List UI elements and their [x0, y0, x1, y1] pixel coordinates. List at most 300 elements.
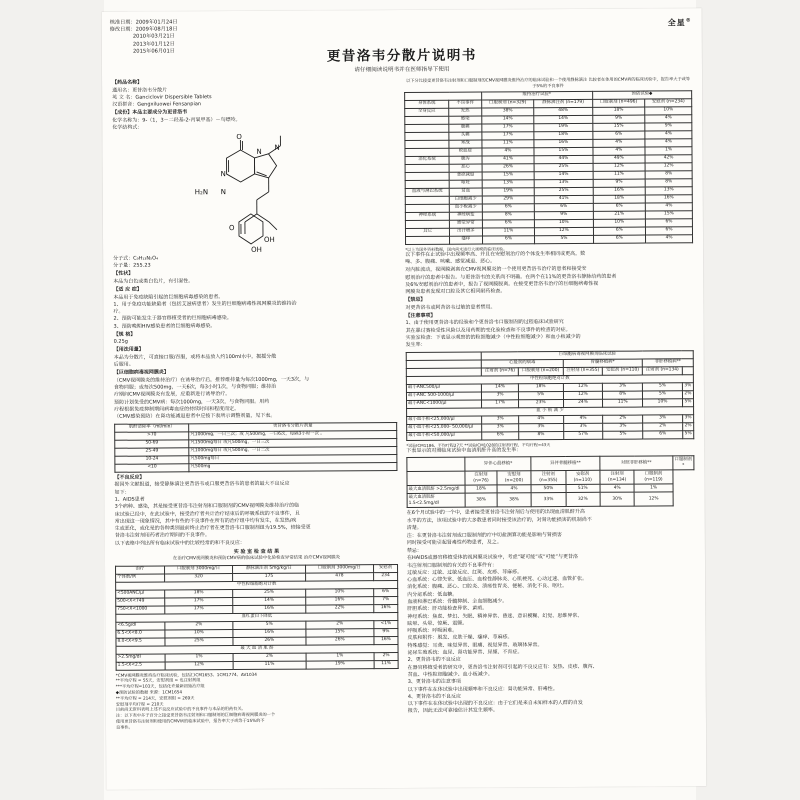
svg-text:N: N: [274, 143, 280, 152]
svg-text:N: N: [220, 187, 227, 196]
percentage-cell: 6%: [592, 131, 645, 139]
section-cmv-retinitis-title: 【巨细胞病毒视网膜炎】: [113, 369, 169, 376]
row-label-cell: 750<X<1000: [116, 606, 165, 614]
section-adverse-body: 据国外文献报道，接受静脉滴注更昔洛韦或口服更昔洛韦的患者的最大不良反应 如下： 1、AIDS患者 3个病种、感染，其是接受更昔洛韦注射剂和口服制剂的CMV视网膜炎维持治疗的临 床试验已经中，在此试验中，接受治疗者共计治疗结束后的呼吸系统的不良事件，且 常出现这一现象情况，其中有些的不良事件在所有的治疗组中均有发生，在发热/疾 生或恶化，或化是的各种类别最前终止治疗者在更昔洛韦口服制剂组为19.5%，较接受更 昔洛韦注射剂用药者治疗期间的不良事件。 以下表格中列出所有临床试验中的比较经常的和不良反应：: [114, 481, 311, 547]
creatinine-clearance-cell: 50-69: [115, 439, 189, 447]
group-header: 口服制剂*: [673, 456, 694, 470]
section-drug-name-body: 通用名：更昔洛韦分散片 英 文 名：Ganciclovir Dispersible Tablets 汉语拼音：Gengxiluowei Fensanpian: [112, 87, 212, 109]
section-header-cell: 最 大 血 清 肌 酐: [116, 644, 398, 654]
section-header-cell: 中性粒细胞绝对计数: [406, 374, 693, 384]
row-label-cell: 最小血小板<25,000- 50,000/μl: [407, 424, 482, 432]
value-cell: 17%: [165, 597, 233, 605]
adverse-event-cell: 食欲减退: [449, 172, 482, 180]
percentage-cell: 11%: [482, 227, 535, 235]
right-paragraph-6: 禁忌： 在HAIDS或器官移植受体的视网膜炎试验中，考虑“疑可能”或“可能”与更昔洛 韦注射剂口服制剂的有关的不良事件有： 过敏反应：过敏、过敏反应、红斑、皮疹、荨麻疹。 心血系统：心律失常、低血压、血栓性静脉炎、心肌梗死、心动过速、血管扩张。 消化系统：腹痛、恶心、口腔炎、溃疡性胃炎、便秘、消化不良、呕吐。 内分泌系统：低血糖。 血液和淋巴系统：骨髓抑制、全血细胞减少。 肝胆系统：肝功能检查异常、黄疸。 神经系统：焦虑、梦幻、失眠、精神异常、昏迷、意识模糊、幻觉、思维异常、 眩晕、头晕、惊厥、震颤。 呼吸系统：呼吸困难。 皮肤和附件：脱发、皮肤干燥、瘙痒、荨麻疹。 特殊感觉：耳聋、味觉异常、眼痛、视觉异常、玻璃体异常。 泌尿生殖系统：血尿、肾功能异常、尿频、不育症。 2、更昔洛韦的不良反应 在器官移植受者的研究中，更昔洛韦注射剂可引起的不良反应有：发热、皮疹、腹泻、 贫血、中性粒细胞减少、血小板减少。 3、更昔洛韦的注意事项 以下事件在在体试验中出现频率和不良反应：肾功能异常、肝毒性。 4、更昔洛韦的不良反应 以下事件在在体试验中出现的不良反应：由于它们是来自未知样本的人群的自发 报告，因此无法可靠地估计其发生频率。: [406, 547, 598, 715]
column-header: 安慰剂 (n=110): [566, 471, 600, 485]
value-cell: 22%: [305, 604, 373, 612]
percentage-cell: 3%: [682, 382, 693, 390]
value-cell: 5%: [233, 621, 306, 629]
percentage-cell: 32%: [566, 493, 600, 507]
svg-text:OH: OH: [263, 235, 275, 244]
column-header: 口服制剂 (n=496): [592, 99, 645, 107]
value-cell: 1%: [165, 653, 233, 661]
body-system-cell: [405, 220, 449, 228]
lab-abnormalities-table: [115, 564, 399, 671]
adverse-event-cell: 呕吐: [449, 180, 482, 188]
percentage-cell: 18%: [593, 195, 646, 203]
adverse-event-cell: 恶心: [449, 164, 482, 172]
right-paragraph-4: 在6个月试验中的一个中，患者接受更昔洛韦注射剂后与使用的出现血清肌酐升高 水平的方法，该项试验中的大多数患者同时接受该治疗的，对肾功能损害的机制尚不 清楚。: [406, 509, 592, 532]
group-header: 对照非肝移植**: [600, 456, 673, 470]
column-header: 注射剂 (n=134): [642, 366, 682, 374]
percentage-cell: 10%: [593, 219, 646, 227]
percentage-cell: 4%: [593, 147, 646, 155]
percentage-cell: 19%: [534, 123, 592, 131]
percentage-cell: 8%: [482, 211, 535, 219]
body-system-cell: [405, 132, 449, 140]
percentage-cell: 6%: [643, 430, 683, 438]
value-cell: 10%: [305, 588, 373, 596]
percentage-cell: 4%: [497, 485, 531, 493]
right-paragraph-2: 对内脏波动，视网膜剥离在CMV视网膜炎的一个使用更昔洛韦治疗的患者和接受安 慰剂治疗的患者中报告。与更昔洛韦的关系尚不明确。在两个在11%的更昔洛韦静脉给药的患者 及6%安慰剂治疗的患者中，报告了视网膜脱离。在接受更昔洛韦治疗的巨细胞病毒性视 网膜炎患者发现对口腔及其它相同耐药检查。: [405, 266, 617, 296]
adverse-event-cell: 腹痛: [449, 124, 482, 132]
value-cell: 16%: [233, 629, 306, 637]
body-system-cell: 全身反应: [405, 108, 449, 116]
column-header: [682, 366, 693, 374]
section-header-cell: 血 小 板 减 少: [407, 406, 694, 416]
percentage-cell: 15%: [592, 123, 645, 131]
value-cell: <1%: [374, 620, 398, 628]
percentage-cell: 8%: [519, 431, 564, 439]
body-system-cell: 消化系统: [405, 156, 449, 164]
percentage-cell: 21%: [593, 211, 646, 219]
value-cell: 16%: [374, 636, 398, 644]
percentage-cell: 51%: [566, 485, 600, 493]
value-cell: 1%: [306, 652, 374, 660]
row-label-cell: 最小血小板<50,000/μl: [407, 432, 482, 440]
revision-dates: 核准日期：2009年01月24日 修改日期：2009年08月18日 2010年03月21日 2013年01月12日 2015年06月01日: [109, 19, 178, 55]
percentage-cell: 18%: [518, 383, 563, 391]
percentage-cell: 24%: [563, 399, 603, 407]
body-system-cell: [405, 180, 449, 188]
table-row: [407, 430, 694, 440]
value-cell: 14%: [233, 597, 306, 605]
neutropenia-table-note: *试验ICM1186、平均疗程27天 **试验ICM1028的注射剂疗程，平均疗程=43天: [406, 441, 551, 448]
value-cell: 7%: [374, 596, 398, 604]
chemical-structure-diagram: [112, 133, 396, 255]
percentage-cell: 11%: [482, 139, 535, 147]
body-system-cell: 神经系统: [405, 212, 449, 220]
right-paragraph-3: 下表显示的对照临床试验中血清肌酐升高的发生率：: [406, 447, 522, 455]
body-system-cell: [405, 140, 449, 148]
percentage-cell: 5%: [643, 382, 683, 390]
column-header: 安慰剂: [373, 564, 397, 572]
row-label-cell: 最大血清肌酐 1.5<2.5mg/dl: [407, 494, 465, 508]
percentage-cell: 17%: [482, 123, 535, 131]
row-label-cell: >2.5mg/dl: [116, 654, 165, 662]
row-label-cell: 1.5<X<2.5: [116, 662, 165, 670]
adverse-events-table: [404, 90, 693, 245]
body-system-cell: [406, 236, 450, 244]
row-label-cell: <500ANC/μl: [116, 590, 165, 598]
body-system-cell: [405, 164, 449, 172]
column-header: 静脉滴注剂 (n=179): [534, 99, 592, 107]
section-adverse-title: 【不良反应】: [114, 474, 145, 481]
percentage-cell: 4%: [646, 234, 693, 242]
table-row: [406, 234, 693, 244]
percentage-cell: 3%: [519, 423, 564, 431]
percentage-cell: 17%: [482, 399, 519, 407]
row-label-cell: 最小血小板<25,000/μl: [407, 416, 482, 424]
value-cell: 18%: [164, 589, 232, 597]
scan-left-margin: [0, 0, 104, 800]
table-row: [115, 462, 397, 472]
section-precautions-body: 1、由于使用更昔洛韦的经验和个更昔洛韦口服制剂的过程临床试验研究 其在暴讨赛检受性风险以及用药期的变化验检查和不良事件的检查的对症。 实验室检查：下表显示观察的的粒细胞减少（中性粒细胞减少）和血小板减少的 发生率：: [405, 319, 581, 349]
percentage-cell: 4%: [592, 139, 645, 147]
value-cell: 2%: [233, 653, 306, 661]
value-cell: 234: [374, 572, 398, 580]
percentage-cell: 6%: [646, 218, 693, 226]
percentage-cell: 5%: [682, 398, 693, 406]
page-title: 更昔洛韦分散片说明书: [326, 47, 477, 65]
percentage-cell: 13%: [645, 186, 692, 194]
value-cell: 9%: [374, 628, 398, 636]
percentage-cell: 19%: [482, 187, 535, 195]
percentage-cell: 5%: [535, 235, 593, 243]
percentage-cell: 4%: [645, 138, 692, 146]
dose-cell: 凡1000mg，一日三次；或 凡500mg，一日6次，每隔3小时一次 。: [189, 430, 397, 439]
spacer-cell: [407, 472, 465, 486]
percentage-cell: 44%: [534, 155, 592, 163]
lab-results-table-title: 实 验 室 检 查 结 果: [233, 548, 280, 556]
row-label-cell: 最小ANC 500-1000/μl: [406, 392, 481, 400]
value-cell: 16%: [374, 604, 398, 612]
percentage-cell: 3%: [603, 383, 643, 391]
percentage-cell: 5%: [518, 391, 563, 399]
adverse-event-cell: 感染: [449, 116, 482, 124]
percentage-cell: 11%: [593, 171, 646, 179]
percentage-cell: 4%: [519, 415, 564, 423]
right-paragraph-5: 注：在更昔洛韦注射剂或口服制剂的疗中切盐测算功能是影响与肾损害 同时接受可能引起肾毒性药物患者，及之。: [406, 531, 562, 547]
adverse-event-cell: 贫血: [449, 188, 482, 196]
creatinine-clearance-cell: >70: [115, 431, 189, 439]
percentage-cell: 12%: [645, 162, 692, 170]
svg-text:O: O: [236, 132, 242, 141]
percentage-cell: 42%: [645, 154, 692, 162]
value-cell: 11%: [233, 661, 306, 669]
percentage-cell: 8%: [645, 170, 692, 178]
percentage-cell: 3%: [603, 423, 643, 431]
column-header: 安慰剂 (n=110): [603, 367, 643, 375]
percentage-cell: 12%: [634, 492, 672, 506]
percentage-cell: 4%: [482, 147, 535, 155]
renal-dose-adjustment-table: [114, 422, 397, 473]
percentage-cell: 6%: [593, 227, 646, 235]
column-header: 肌酐清除率（ml/min）: [115, 423, 189, 431]
column-header: 不良事件: [449, 100, 482, 108]
adverse-event-cell: 白细胞减少: [449, 196, 482, 204]
percentage-cell: 12%: [563, 391, 603, 399]
row-label-cell: 8.0<X<9.5: [116, 638, 165, 646]
table-row: [116, 660, 398, 670]
group-header: 维持治疗试验*: [481, 91, 592, 100]
percentage-cell: 10%: [535, 219, 593, 227]
percentage-cell: 9%: [592, 115, 645, 123]
adverse-event-cell: 腹泻: [449, 156, 482, 164]
percentage-cell: 6%: [482, 431, 519, 439]
column-header: 更昔洛韦分散片剂量: [189, 422, 397, 431]
neutropenia-thrombocytopenia-table: [406, 350, 695, 441]
svg-text:N: N: [256, 147, 262, 156]
svg-text:O: O: [228, 223, 235, 232]
percentage-cell: 2%: [603, 415, 643, 423]
creatinine-clearance-cell: <10: [115, 463, 189, 471]
section-contraindications-body: 对更昔洛韦或阿昔洛韦过敏的患者禁用。: [405, 304, 496, 311]
value-cell: 320: [164, 573, 232, 581]
adverse-event-cell: 发热: [449, 108, 482, 116]
section-dosage-body: 本品为分散片，可直接口服/吞服，或将本品放入约100ml水中，振摇分散 后服用。: [113, 353, 277, 369]
percentage-cell: 33%: [531, 493, 565, 507]
molecular-formula: 分子式：C₉H₁₃N₅O₄: [113, 255, 159, 262]
section-dosage-title: 【用法用量】: [113, 346, 144, 353]
lab-results-table-subtitle: 在治疗CMV视网膜炎和预防CMV病的临床试验中化验检查异常结果 治疗CMV视网膜炎: [172, 555, 341, 562]
percentage-cell: 2%: [682, 390, 693, 398]
body-system-cell: [405, 148, 449, 156]
percentage-cell: 4%: [563, 415, 603, 423]
column-header: 口服制剂 (n=200): [518, 367, 563, 375]
percentage-cell: 12%: [593, 163, 646, 171]
value-cell: 26%: [233, 637, 306, 645]
percentage-cell: 4%: [600, 485, 634, 493]
column-header: 治疗: [116, 566, 165, 574]
value-cell: 2%: [374, 652, 398, 660]
percentage-cell: 15%: [534, 147, 592, 155]
value-cell: 6%: [374, 588, 398, 596]
percentage-cell: 25%: [534, 187, 592, 195]
percentage-cell: 9%: [535, 211, 593, 219]
percentage-cell: 16%: [593, 187, 646, 195]
section-header-cell: 中性粒细胞绝对计数: [116, 580, 398, 590]
value-cell: 175: [233, 573, 306, 581]
group-header: 异伴骨髓移植**: [531, 457, 600, 471]
body-system-cell: 血液与淋巴系统: [405, 188, 449, 196]
percentage-cell: 50%: [531, 485, 565, 493]
section-precautions-title: 【注意事项】: [405, 312, 436, 319]
group-header: 非肝移植病**: [642, 358, 693, 366]
percentage-cell: 11%: [603, 399, 643, 407]
percentage-cell: 4%: [645, 130, 692, 138]
svg-text:H₂N: H₂N: [194, 187, 209, 196]
section-ingredients-title: 【成份】本品主要成分为更昔洛韦: [112, 109, 188, 116]
percentage-cell: 48%: [534, 107, 592, 115]
group-header: 心最贫的病毒: [482, 359, 563, 367]
adverse-event-cell: 血小板减少: [449, 204, 482, 212]
column-header: 注射剂 (n=76): [482, 367, 519, 375]
percentage-cell: 49%: [593, 155, 646, 163]
adverse-event-cell: 瘙痒: [450, 236, 483, 244]
dose-cell: 凡1500mg每日 或凡500mg，一日三次: [189, 438, 397, 447]
percentage-cell: 1%: [645, 146, 692, 154]
row-label-cell: 个体数/例: [116, 574, 165, 582]
section-specification-title: 【规 格】: [113, 331, 136, 338]
value-cell: 26%: [306, 636, 374, 644]
adverse-event-cell: 寒战: [449, 140, 482, 148]
value-cell: 2%: [305, 620, 373, 628]
percentage-cell: 6%: [482, 203, 535, 211]
percentage-cell: 18%: [534, 131, 592, 139]
percentage-cell: 4%: [645, 202, 692, 210]
creatinine-clearance-cell: 25-49: [115, 447, 189, 455]
section-indications-body: 本品用于免疫缺陷引起的巨细胞病毒感染的患者。 1、用于免疫功能缺陷者（包括艾滋病患者）发生的巨细胞病毒性视网膜炎的维持治 疗。 2、预防可能发生于器官移植受者的巨细胞病毒感染。 3、预防晚期HIV感染患者的巨细胞病毒感染。: [113, 293, 297, 330]
percentage-cell: 3%: [482, 423, 519, 431]
percentage-cell: 15%: [645, 210, 692, 218]
percentage-cell: 41%: [535, 195, 593, 203]
value-cell: 478: [305, 572, 373, 580]
percentage-cell: 26%: [482, 163, 535, 171]
percentage-cell: 41%: [482, 155, 535, 163]
percentage-cell: 3%: [482, 415, 519, 423]
lab-results-footnotes: *CMV视网膜炎维持治疗临床试验，包括汇ICM1653、1CM1774、AV1034 **平均疗程 = 55天，安慰剂组 = 也注射剂组 ***平均疗程=103天，包括化许最新初始治疗组 ◆预防试验的数据 来源：1CM1654 **平均疗程 = 214天，安慰剂组 = 269天 安慰剂平均疗程 = 210天 目前尚无资料表明上述不良反应试验中的不良事件与本品的用药有关。 注：以下表中多于百分之接受更昔洛韦注射剂和口服制剂的巨细胞病毒视网膜炎的一个 使用更昔洛韦注射剂和使用的CMV病的临床试验中，报告率大于或等于15%的不 良事件。: [115, 671, 276, 730]
group-header: 异伴心最移植*: [465, 457, 531, 471]
section-contraindications-title: 【禁忌】: [405, 296, 426, 303]
percentage-cell: 5%: [643, 390, 683, 398]
percentage-cell: 13%: [534, 179, 592, 187]
percentage-cell: 38%: [465, 493, 497, 507]
percentage-cell: 6%: [646, 226, 693, 234]
section-specification-body: 0.25g: [113, 339, 128, 346]
percentage-cell: 13%: [482, 179, 535, 187]
percentage-cell: 14%: [481, 115, 534, 123]
value-cell: 2%: [165, 621, 233, 629]
percentage-cell: 18%: [465, 485, 497, 493]
percentage-cell: 6%: [482, 235, 535, 243]
percentage-cell: 3%: [563, 423, 603, 431]
brand-registered-mark: ®: [685, 17, 692, 24]
column-header: 注射剂 (n=355): [531, 471, 565, 485]
dose-cell: 凡1000mg每日 或凡500mg，一日二次: [189, 446, 397, 455]
row-label-cell: 最小ANC500/μl: [406, 384, 481, 392]
percentage-cell: 38%: [497, 493, 531, 507]
value-cell: 17%: [165, 605, 233, 613]
section-ingredients-body: 化学名称为：9-（1，3－二羟基-2-丙氧甲基）－鸟嘌呤。 化学结构式：: [112, 116, 241, 132]
adverse-events-table-note: *以上为国外资料数据，国内尚未进行大规模的临床试验。: [405, 245, 508, 252]
value-cell: 10%: [165, 629, 233, 637]
group-header: 预防试验◆: [592, 90, 691, 99]
adverse-event-cell: 感觉异常: [450, 220, 483, 228]
percentage-cell: 23%: [518, 399, 563, 407]
percentage-cell: 30%: [600, 493, 634, 507]
page-subtitle: 请仔细阅读说明书并在医师指导下使用: [354, 66, 450, 74]
column-header: 注射剂 (n=355): [563, 367, 603, 375]
percentage-cell: 4%: [645, 114, 692, 122]
ganciclovir-structure-svg: [164, 133, 335, 254]
package-insert-page: [102, 8, 707, 790]
value-cell: 16%: [305, 596, 373, 604]
percentage-cell: 3%: [482, 391, 519, 399]
column-header: 身体系统: [405, 100, 449, 108]
percentage-cell: 8%: [645, 178, 692, 186]
percentage-cell: 16%: [645, 194, 692, 202]
percentage-cell: 1%: [634, 484, 672, 492]
adverse-event-cell: 败血症: [449, 148, 482, 156]
column-header: 安慰剂 (n=200): [497, 471, 531, 485]
percentage-cell: 3%: [682, 414, 693, 422]
adverse-events-table-caption: 以下分比接受更昔洛韦注射剂和口服制剂的CMV视网膜炎维持治疗的临床试验和一个使用静脉滴注 比较者在体用的CMV病的临床试验中，报告率大于或等于5%的不良事件: [406, 76, 691, 89]
percentage-cell: 5%: [683, 430, 694, 438]
percentage-cell: 6%: [593, 203, 646, 211]
percentage-cell: 6%: [482, 219, 535, 227]
percentage-cell: 25%: [534, 163, 592, 171]
value-cell: 19%: [306, 660, 374, 668]
dose-cell: 凡500mg: [189, 462, 397, 471]
scan-right-margin: [696, 0, 800, 800]
molecular-weight: 分子量：255.23: [113, 262, 151, 270]
table-row: [407, 492, 694, 508]
serum-creatinine-table: [406, 456, 694, 509]
left-column: [112, 78, 399, 731]
body-system-cell: [405, 196, 449, 204]
creatinine-clearance-cell: 10-24: [115, 455, 189, 463]
percentage-cell: 57%: [563, 431, 603, 439]
value-cell: 25%: [165, 637, 233, 645]
body-system-cell: [405, 172, 449, 180]
percentage-cell: 10%: [643, 398, 683, 406]
column-header: 静脉滴注剂 5mg/kg/日: [233, 565, 306, 573]
dose-cell: 凡500mg每日: [189, 454, 397, 463]
brand-logo: [668, 17, 692, 28]
section-indications-title: 【适 应 症】: [113, 286, 142, 293]
value-cell: 12%: [165, 661, 233, 669]
percentage-cell: 16%: [534, 139, 592, 147]
right-column: [404, 76, 696, 716]
percentage-cell: 9%: [645, 122, 692, 130]
value-cell: 16%: [233, 605, 306, 613]
body-system-cell: 其它: [405, 228, 449, 236]
percentage-cell: 3%: [643, 414, 683, 422]
section-appearance-body: 本品为白色或类白色片，有引湿性。: [113, 278, 194, 285]
adverse-event-cell: 头痛: [449, 132, 482, 140]
percentage-cell: 14%: [534, 171, 592, 179]
percentage-cell: 29%: [482, 195, 535, 203]
column-header: 口服制剂 3000mg/日: [164, 565, 232, 573]
percentage-cell: 8%: [603, 391, 643, 399]
body-system-cell: [405, 204, 449, 212]
column-header: 注射剂 (n=134): [600, 471, 634, 485]
adverse-event-cell: 神经病变: [449, 212, 482, 220]
svg-text:N: N: [220, 169, 226, 178]
row-label-cell: 最大血清肌酐 >2.5mg/dl: [407, 486, 465, 494]
percentage-cell: 14%: [534, 115, 592, 123]
column-header: 安慰剂 (n=234): [645, 98, 692, 106]
percentage-cell: 2%: [683, 422, 694, 430]
percentage-cell: 2%: [643, 422, 683, 430]
percentage-cell: 12%: [563, 383, 603, 391]
percentage-cell: 38%: [481, 107, 534, 115]
body-system-cell: [405, 124, 449, 132]
percentage-cell: 9%: [593, 179, 646, 187]
column-header: 口服制剂 (n=329): [481, 99, 534, 107]
adverse-event-cell: 出汗增多: [450, 228, 483, 236]
row-label-cell: 500<X<749: [116, 598, 165, 606]
section-header-cell: 血红蛋白下降低: [116, 612, 398, 622]
percentage-cell: 5%: [603, 431, 643, 439]
percentage-cell: 14%: [482, 383, 519, 391]
group-header: 巨细胞病毒视网膜炎临床试验: [481, 350, 693, 359]
percentage-cell: 6%: [535, 203, 593, 211]
value-cell: 15%: [306, 628, 374, 636]
value-cell: 11%: [374, 660, 398, 668]
row-label-cell: <6.5g/dl: [116, 622, 165, 630]
